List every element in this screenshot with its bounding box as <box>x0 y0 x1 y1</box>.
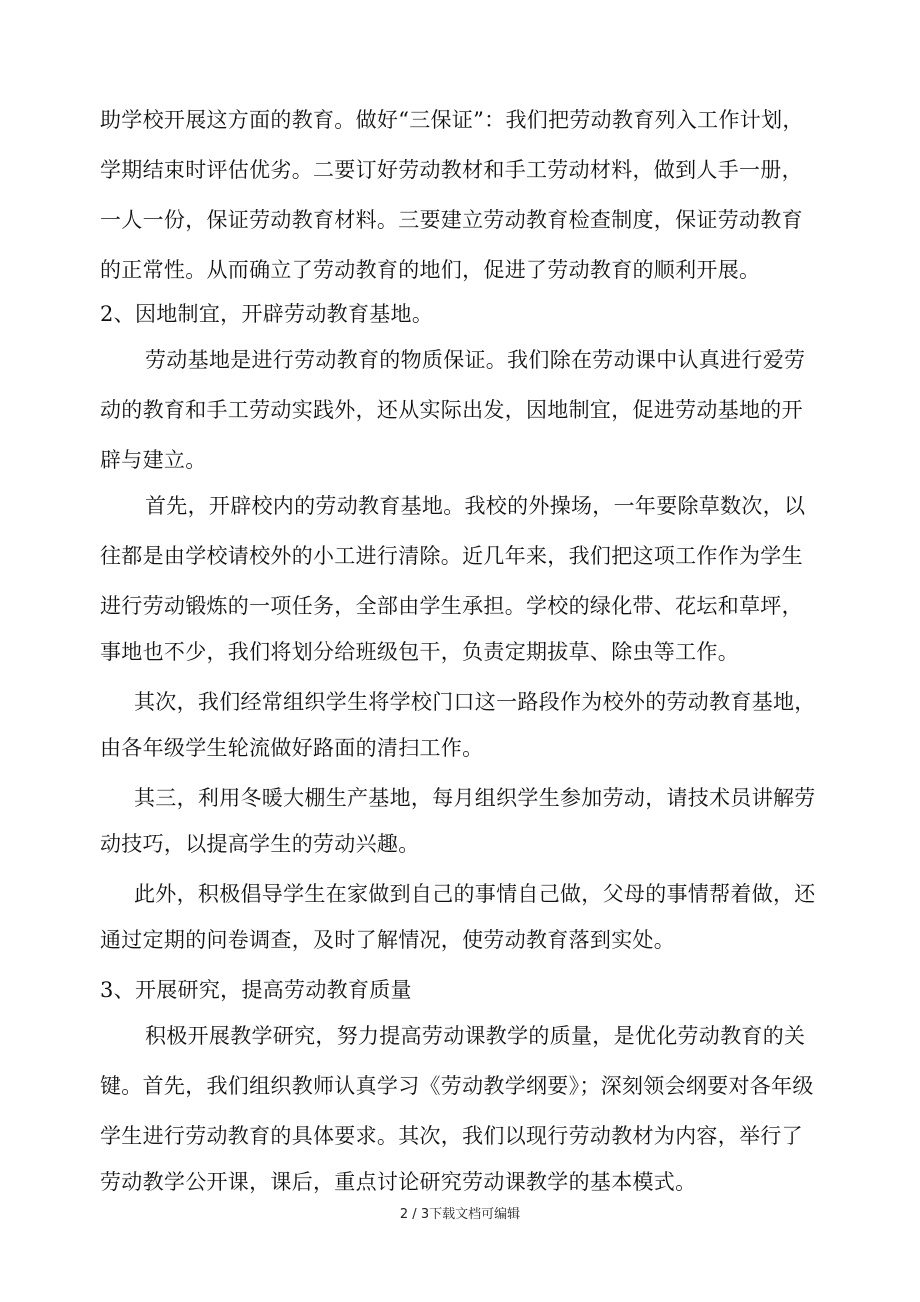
text-line: 通过定期的问卷调查，及时了解情况，使劳动教育落到实处。 <box>100 928 676 952</box>
section-heading: 3、开展研究，提高劳动教育质量 <box>100 978 412 1002</box>
paragraph-first-line: 首先，开辟校内的劳动教育基地。我校的外操场，一年要除草数次，以 <box>145 494 806 518</box>
text-line: 动的教育和手工劳动实践外，还从实际出发，因地制宜，促进劳动基地的开 <box>100 398 803 422</box>
text-line: 助学校开展这方面的教育。做好“三保证”：我们把劳动教育列入工作计划， <box>100 108 804 132</box>
text-line: 事地也不少，我们将划分给班级包干，负责定期拔草、除虫等工作。 <box>100 640 739 664</box>
text-line: 学生进行劳动教育的具体要求。其次，我们以现行劳动教材为内容，举行了 <box>100 1124 803 1148</box>
text-line: 键。首先，我们组织教师认真学习《劳动教学纲要》；深刻领会纲要对各年级 <box>100 1074 814 1098</box>
paragraph-first-line: 其三，利用冬暖大棚生产基地，每月组织学生参加劳动，请技术员讲解劳 <box>134 786 816 810</box>
text-line: 由各年级学生轮流做好路面的清扫工作。 <box>100 736 484 760</box>
section-heading: 2、因地制宜，开辟劳动教育基地。 <box>100 302 434 326</box>
paragraph-first-line: 此外，积极倡导学生在家做到自己的事情自己做，父母的事情帮着做，还 <box>134 882 816 906</box>
text-line: 学期结束时评估优劣。二要订好劳动教材和手工劳动材料，做到人手一册， <box>100 158 803 182</box>
text-line: 动技巧，以提高学生的劳动兴趣。 <box>100 832 420 856</box>
paragraph-first-line: 其次，我们经常组织学生将学校门口这一路段作为校外的劳动教育基地， <box>134 690 816 714</box>
text-line: 的正常性。从而确立了劳动教育的地们，促进了劳动教育的顺利开展。 <box>100 258 761 282</box>
text-line: 往都是由学校请校外的小工进行清除。近几年来，我们把这项工作作为学生 <box>100 544 803 568</box>
text-line: 劳动教学公开课，课后，重点讨论研究劳动课教学的基本模式。 <box>100 1170 697 1194</box>
text-line: 辟与建立。 <box>100 448 207 472</box>
text-line: 进行劳动锻炼的一项任务，全部由学生承担。学校的绿化带、花坛和草坪， <box>100 594 803 618</box>
text-line: 一人一份，保证劳动教育材料。三要建立劳动教育检查制度，保证劳动教育 <box>100 208 803 232</box>
page-footer: 2 / 3下载文档可编辑 <box>399 1207 521 1222</box>
paragraph-first-line: 积极开展教学研究，努力提高劳动课教学的质量，是优化劳动教育的关 <box>145 1024 806 1048</box>
paragraph-first-line: 劳动基地是进行劳动教育的物质保证。我们除在劳动课中认真进行爱劳 <box>145 348 806 372</box>
